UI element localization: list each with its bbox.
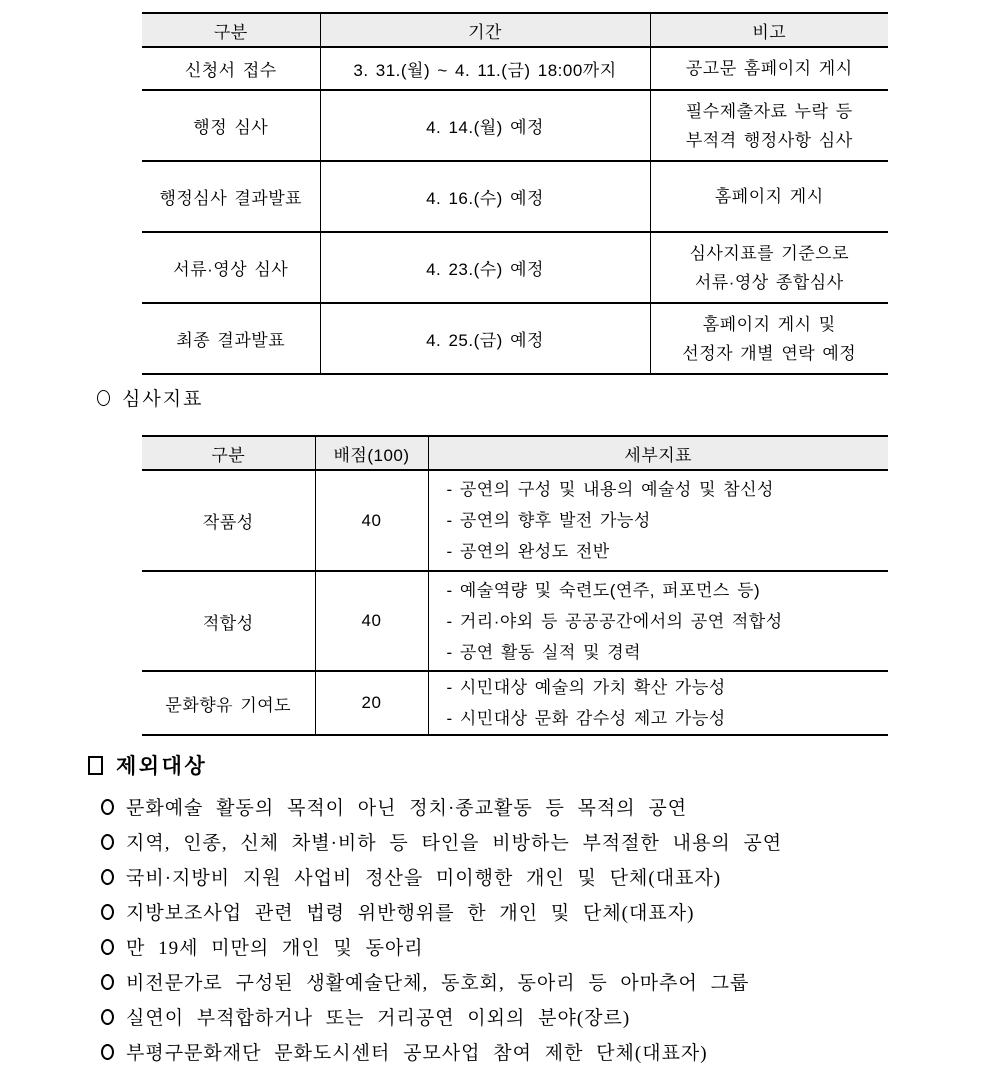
circle-bullet-icon bbox=[101, 834, 114, 850]
category-cell: 서류·영상 심사 bbox=[142, 232, 320, 303]
list-item-text: 비전문가로 구성된 생활예술단체, 동호회, 동아리 등 아마추어 그룹 bbox=[126, 973, 750, 994]
category-cell: 행정 심사 bbox=[142, 90, 320, 161]
note-cell bbox=[650, 232, 888, 303]
detail-line: - 예술역량 및 숙련도(연주, 퍼포먼스 등) bbox=[446, 580, 761, 600]
note-cell bbox=[650, 90, 888, 161]
table-row bbox=[142, 470, 888, 571]
period-cell: 4. 23.(수) 예정 bbox=[320, 232, 650, 303]
circle-bullet-icon bbox=[101, 799, 114, 815]
table-header-row bbox=[142, 436, 888, 470]
table-row bbox=[142, 571, 888, 671]
table-row bbox=[142, 47, 888, 90]
list-item-text: 실연이 부적합하거나 또는 거리공연 이외의 분야(장르) bbox=[126, 1008, 631, 1029]
list-item bbox=[101, 999, 961, 1034]
detail-line: - 거리·야외 등 공공공간에서의 공연 적합성 bbox=[446, 611, 783, 631]
details-cell bbox=[428, 470, 888, 571]
circle-bullet-icon bbox=[101, 1009, 114, 1025]
period-cell: 3. 31.(월) ~ 4. 11.(금) 18:00까지 bbox=[320, 47, 650, 90]
circle-bullet-icon bbox=[101, 904, 114, 920]
note-line: 서류·영상 종합심사 bbox=[694, 272, 844, 292]
list-item bbox=[101, 789, 961, 824]
column-header-category: 구분 bbox=[142, 13, 320, 47]
category-cell: 최종 결과발표 bbox=[142, 303, 320, 374]
list-item bbox=[101, 859, 961, 894]
note-line: 홈페이지 게시 bbox=[714, 187, 824, 206]
period-cell: 4. 25.(금) 예정 bbox=[320, 303, 650, 374]
list-item-text: 국비·지방비 지원 사업비 정산을 미이행한 개인 및 단체(대표자) bbox=[126, 868, 722, 889]
details-cell bbox=[428, 671, 888, 735]
score-cell: 40 bbox=[315, 571, 428, 671]
note-line: 필수제출자료 누락 등 bbox=[685, 101, 853, 121]
details-cell bbox=[428, 571, 888, 671]
exclusion-section-heading bbox=[88, 750, 207, 780]
category-cell: 적합성 bbox=[142, 571, 315, 671]
detail-line: - 시민대상 예술의 가치 확산 가능성 bbox=[446, 678, 726, 697]
circle-bullet-icon bbox=[101, 869, 114, 885]
column-header-details: 세부지표 bbox=[428, 436, 888, 470]
table-row bbox=[142, 161, 888, 232]
schedule-table bbox=[142, 12, 888, 375]
criteria-table bbox=[142, 435, 888, 736]
circle-bullet-icon bbox=[101, 1044, 114, 1060]
list-item bbox=[101, 929, 961, 964]
detail-line: - 공연의 구성 및 내용의 예술성 및 참신성 bbox=[446, 480, 774, 499]
table-row bbox=[142, 671, 888, 735]
table-row bbox=[142, 303, 888, 374]
exclusion-list bbox=[101, 789, 961, 1069]
list-item bbox=[101, 894, 961, 929]
list-item-text: 지방보조사업 관련 법령 위반행위를 한 개인 및 단체(대표자) bbox=[126, 903, 695, 924]
column-header-period: 기간 bbox=[320, 13, 650, 47]
circle-bullet-icon bbox=[97, 390, 110, 406]
table-header-row bbox=[142, 13, 888, 47]
list-item-text: 만 19세 미만의 개인 및 동아리 bbox=[126, 938, 424, 959]
note-line: 선정자 개별 연락 예정 bbox=[682, 343, 857, 363]
section-title: 제외대상 bbox=[116, 754, 208, 778]
list-item bbox=[101, 964, 961, 999]
note-line: 홈페이지 게시 및 bbox=[702, 314, 836, 334]
list-item bbox=[101, 824, 961, 859]
category-cell: 작품성 bbox=[142, 470, 315, 571]
note-line: 부적격 행정사항 심사 bbox=[685, 130, 853, 150]
detail-line: - 공연 활동 실적 및 경력 bbox=[446, 642, 642, 662]
circle-bullet-icon bbox=[101, 939, 114, 955]
note-cell bbox=[650, 47, 888, 90]
table-row bbox=[142, 90, 888, 161]
category-cell: 문화향유 기여도 bbox=[142, 671, 315, 735]
list-item-text: 지역, 인종, 신체 차별·비하 등 타인을 비방하는 부적절한 내용의 공연 bbox=[126, 833, 783, 854]
section-title: 심사지표 bbox=[122, 389, 204, 410]
criteria-section-heading bbox=[97, 384, 203, 411]
category-cell: 행정심사 결과발표 bbox=[142, 161, 320, 232]
detail-line: - 공연의 향후 발전 가능성 bbox=[446, 511, 651, 530]
score-cell: 20 bbox=[315, 671, 428, 735]
detail-line: - 시민대상 문화 감수성 제고 가능성 bbox=[446, 709, 726, 728]
period-cell: 4. 16.(수) 예정 bbox=[320, 161, 650, 232]
column-header-category: 구분 bbox=[142, 436, 315, 470]
square-bullet-icon bbox=[88, 756, 103, 775]
list-item bbox=[101, 1034, 961, 1069]
column-header-score: 배점(100) bbox=[315, 436, 428, 470]
category-cell: 신청서 접수 bbox=[142, 47, 320, 90]
period-cell: 4. 14.(월) 예정 bbox=[320, 90, 650, 161]
list-item-text: 문화예술 활동의 목적이 아닌 정치·종교활동 등 목적의 공연 bbox=[126, 798, 688, 819]
detail-line: - 공연의 완성도 전반 bbox=[446, 542, 610, 561]
table-row bbox=[142, 232, 888, 303]
note-cell bbox=[650, 161, 888, 232]
circle-bullet-icon bbox=[101, 974, 114, 990]
note-line: 심사지표를 기준으로 bbox=[689, 243, 850, 263]
note-line: 공고문 홈페이지 게시 bbox=[685, 59, 853, 78]
note-cell bbox=[650, 303, 888, 374]
list-item-text: 부평구문화재단 문화도시센터 공모사업 참여 제한 단체(대표자) bbox=[126, 1043, 708, 1064]
column-header-note: 비고 bbox=[650, 13, 888, 47]
score-cell: 40 bbox=[315, 470, 428, 571]
